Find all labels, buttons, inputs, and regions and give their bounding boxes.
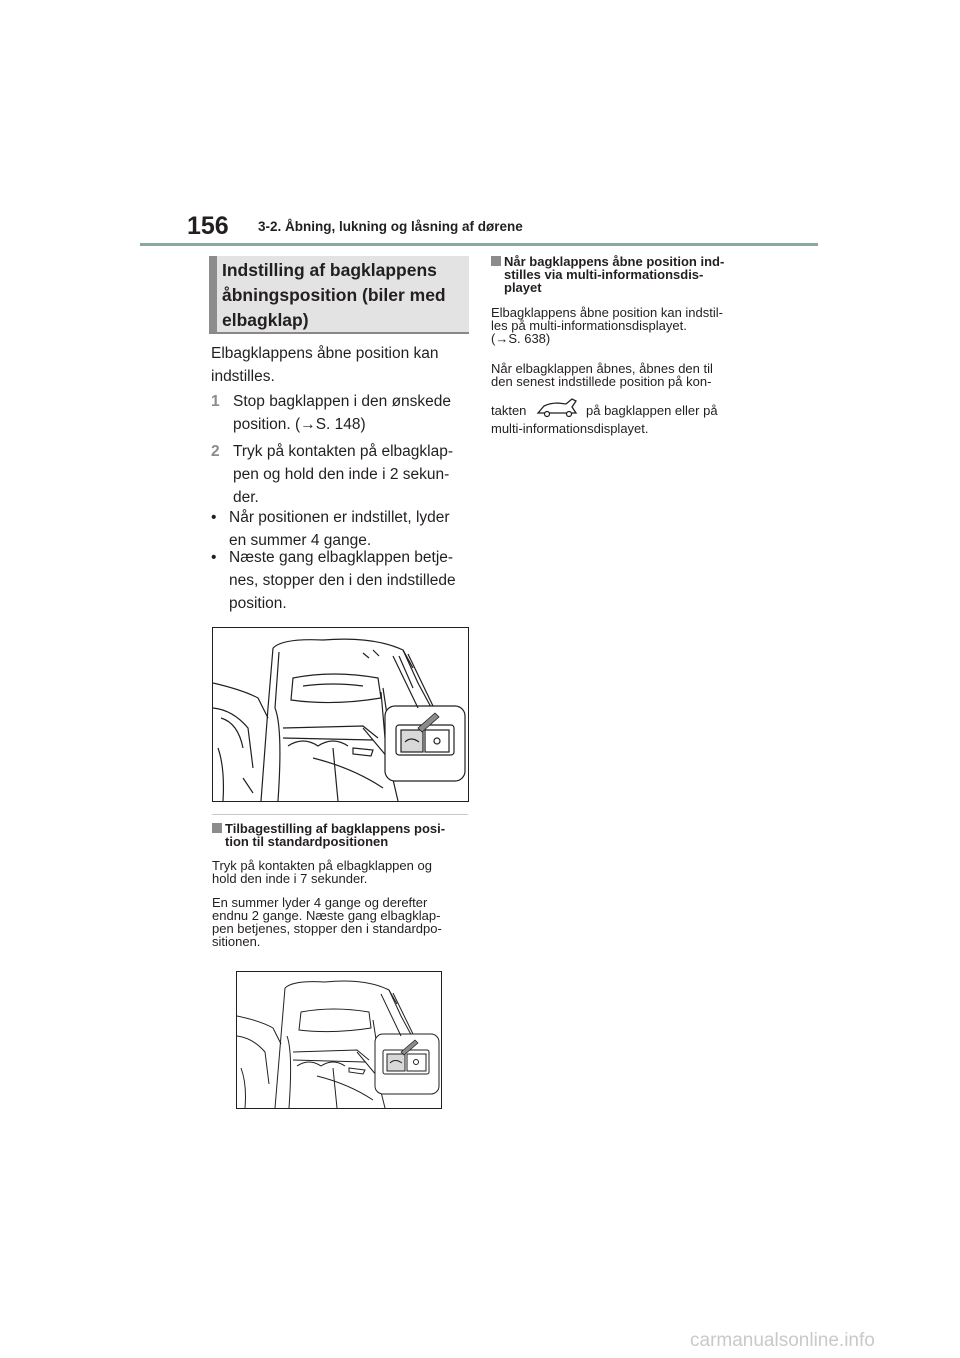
watermark: carmanualsonline.info [690,1330,875,1351]
text-line: endnu 2 gange. Næste gang elbagklap- [212,908,441,923]
tailgate-illustration-drawing [213,628,468,801]
text-line: sitionen. [212,934,261,949]
tailgate-illustration-drawing [237,972,441,1108]
text-line: hold den inde i 7 sekunder. [212,871,368,886]
reset-paragraph-2 [212,896,472,948]
text-line: tion til standardpositionen [225,834,389,849]
heading-line: elbagklap) [222,310,309,330]
text-line: den senest indstillede position på kon- [491,374,712,389]
square-bullet-icon [491,256,501,266]
section-heading-box [209,256,469,334]
display-paragraph-1 [491,306,761,345]
text-line: les på multi-informationsdisplayet. [491,318,687,333]
heading-bar [209,256,217,332]
step-text [233,390,468,436]
text-line: Tryk på kontakten på elbagklap- [233,443,453,460]
text-line: Når bagklappens åbne position ind- [504,254,725,269]
text-line: indstilles. [211,368,275,385]
subheading-text [504,255,724,294]
intro-paragraph [211,342,466,388]
section-heading [222,258,468,333]
text-line: Elbagklappens åbne position kan [211,345,439,362]
header-rule [140,243,818,246]
step-2 [211,440,466,509]
text-line: Tryk på kontakten på elbagklappen og [212,858,432,873]
heading-line: åbningsposition (biler med [222,285,446,305]
text-line: Stop bagklappen i den ønskede [233,393,452,410]
text-line: position. (→S. 148) [233,416,366,433]
text-line: nes, stopper den i den indstillede [229,572,456,589]
step-1 [211,390,466,436]
square-bullet-icon [212,823,222,833]
display-paragraph-2 [491,362,761,388]
bullet-text [229,546,469,615]
text-line: Tilbagestilling af bagklappens posi- [225,821,446,836]
bullet-marker: • [211,509,217,526]
display-subheading [491,255,761,297]
display-paragraph-2-icon-line [491,402,761,420]
step-number: 2 [211,443,220,460]
text-line: Elbagklappens åbne position kan indstil- [491,305,723,320]
bullet-item [211,546,471,615]
subheading-text [225,822,445,848]
bullet-marker: • [211,549,217,566]
text-line: stilles via multi-informationsdis- [504,267,704,282]
text-line: position. [229,595,287,612]
text-line: playet [504,280,542,295]
reset-paragraph-1 [212,859,472,885]
tailgate-open-icon [536,397,580,419]
text-line: pen betjenes, stopper den i standardpo- [212,921,442,936]
page-number: 156 [187,212,229,240]
step-text [233,440,468,509]
text-line: der. [233,489,259,506]
text-line: En summer lyder 4 gange og derefter [212,895,428,910]
text-line: på bagklappen eller på [586,403,718,418]
text-line: pen og hold den inde i 2 sekun- [233,466,450,483]
section-title: 3-2. Åbning, lukning og låsning af dørene [258,219,523,234]
tailgate-switch-illustration-2 [236,971,442,1109]
text-line: en summer 4 gange. [229,532,372,549]
display-paragraph-2-end: multi-informationsdisplayet. [491,421,649,436]
reset-subheading [212,822,472,850]
text-line: Når positionen er indstillet, lyder [229,509,450,526]
step-number: 1 [211,393,220,410]
text-line: Næste gang elbagklappen betje- [229,549,454,566]
text-line: takten [491,403,527,418]
text-line: Når elbagklappen åbnes, åbnes den til [491,361,713,376]
tailgate-switch-illustration [212,627,469,802]
heading-line: Indstilling af bagklappens [222,260,437,280]
text-line: (→S. 638) [491,331,551,346]
divider [212,814,468,815]
